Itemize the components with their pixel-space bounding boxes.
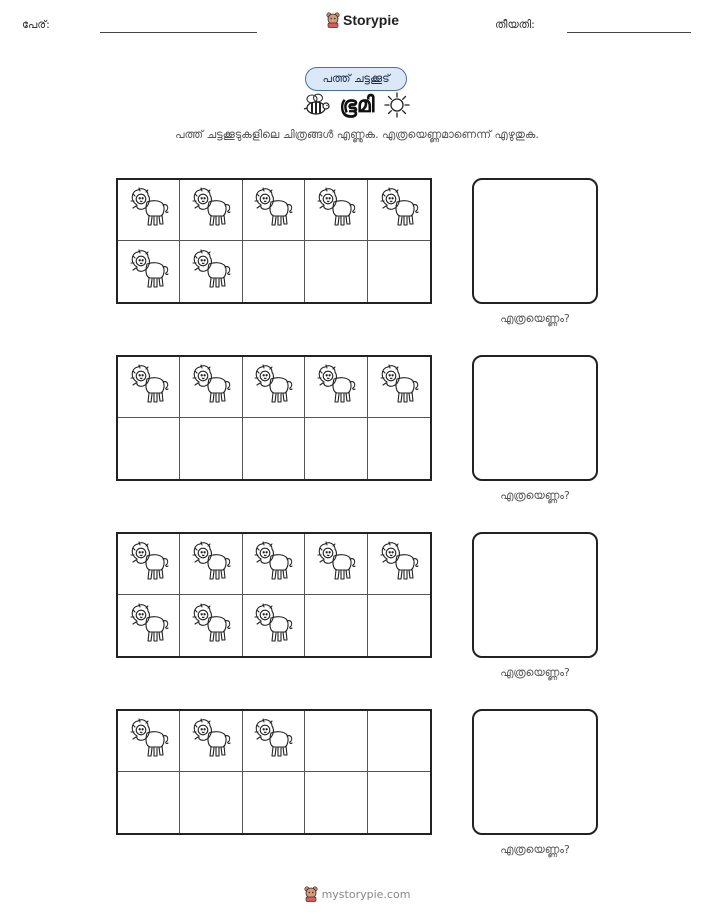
frame-cell: [180, 772, 242, 833]
name-line[interactable]: [100, 32, 257, 33]
frame-cell: [118, 241, 180, 302]
brand: [326, 12, 399, 28]
frame-cell: [305, 534, 367, 595]
frame-cell: [180, 357, 242, 418]
storypie-mascot-icon: [304, 886, 318, 902]
frame-cell: [305, 595, 367, 656]
frame-cell: [180, 180, 242, 241]
frame-cell: [305, 772, 367, 833]
footer-url: mystorypie.com: [321, 887, 411, 901]
lion-icon: [251, 540, 295, 588]
frame-cell: [243, 595, 305, 656]
frame-cell: [118, 418, 180, 479]
lion-icon: [127, 540, 171, 588]
frame-cell: [118, 772, 180, 833]
frame-cell: [180, 418, 242, 479]
lion-icon: [127, 186, 171, 234]
brand-name: Storypie: [343, 12, 400, 28]
lion-icon: [127, 248, 171, 296]
answer-box-3[interactable]: [472, 532, 598, 658]
frame-cell: [243, 357, 305, 418]
frame-cell: [368, 711, 430, 772]
frame-cell: [305, 180, 367, 241]
frame-cell: [368, 595, 430, 656]
lion-icon: [189, 363, 233, 411]
theme-title-row: [0, 91, 714, 119]
frame-cell: [305, 711, 367, 772]
answer-label-1: എത്രയെണ്ണം?: [500, 312, 570, 325]
frame-cell: [118, 180, 180, 241]
lion-icon: [251, 186, 295, 234]
frame-cell: [243, 534, 305, 595]
lion-icon: [189, 717, 233, 765]
frame-cell: [305, 418, 367, 479]
frame-cell: [118, 534, 180, 595]
ten-frame-2: [116, 355, 432, 481]
answer-label-4: എത്രയെണ്ണം?: [500, 843, 570, 856]
ten-frame-4: [116, 709, 432, 835]
frame-cell: [243, 711, 305, 772]
lion-icon: [127, 717, 171, 765]
date-line[interactable]: [567, 32, 691, 33]
lion-icon: [127, 363, 171, 411]
frame-cell: [243, 772, 305, 833]
answer-label-3: എത്രയെണ്ണം?: [500, 666, 570, 679]
theme-title: ഭൂമി: [339, 92, 375, 118]
frame-cell: [118, 595, 180, 656]
frame-cell: [180, 711, 242, 772]
ten-frame-1: [116, 178, 432, 304]
frame-cell: [180, 534, 242, 595]
frame-cell: [368, 418, 430, 479]
ten-frame-badge: പത്ത് ചട്ടക്കൂട്: [305, 67, 407, 91]
answer-box-2[interactable]: [472, 355, 598, 481]
frame-cell: [368, 180, 430, 241]
frame-cell: [118, 711, 180, 772]
frame-cell: [180, 595, 242, 656]
frame-cell: [368, 357, 430, 418]
lion-icon: [377, 540, 421, 588]
frame-cell: [305, 357, 367, 418]
lion-icon: [251, 717, 295, 765]
frame-cell: [243, 180, 305, 241]
answer-label-2: എത്രയെണ്ണം?: [500, 489, 570, 502]
lion-icon: [189, 602, 233, 650]
lion-icon: [314, 186, 358, 234]
frame-cell: [243, 418, 305, 479]
lion-icon: [251, 363, 295, 411]
frame-cell: [305, 241, 367, 302]
answer-box-1[interactable]: [472, 178, 598, 304]
frame-cell: [368, 772, 430, 833]
date-label: തീയതി:: [495, 18, 535, 31]
lion-icon: [377, 186, 421, 234]
frame-cell: [368, 241, 430, 302]
bee-icon: [303, 92, 331, 118]
name-label: പേര്:: [22, 18, 50, 31]
lion-icon: [189, 248, 233, 296]
lion-icon: [251, 602, 295, 650]
lion-icon: [377, 363, 421, 411]
lion-icon: [314, 540, 358, 588]
frame-cell: [368, 534, 430, 595]
lion-icon: [189, 540, 233, 588]
lion-icon: [127, 602, 171, 650]
instructions: പത്ത് ചട്ടക്കൂടുകളിലെ ചിത്രങ്ങൾ എണ്ണുക. എത്രയെണ്ണമാണെന്ന് എഴുതുക.: [175, 128, 539, 141]
answer-box-4[interactable]: [472, 709, 598, 835]
sun-icon: [383, 91, 411, 119]
lion-icon: [314, 363, 358, 411]
storypie-mascot-icon: [326, 12, 340, 28]
footer: [0, 886, 714, 902]
lion-icon: [189, 186, 233, 234]
frame-cell: [118, 357, 180, 418]
frame-cell: [180, 241, 242, 302]
ten-frame-3: [116, 532, 432, 658]
frame-cell: [243, 241, 305, 302]
